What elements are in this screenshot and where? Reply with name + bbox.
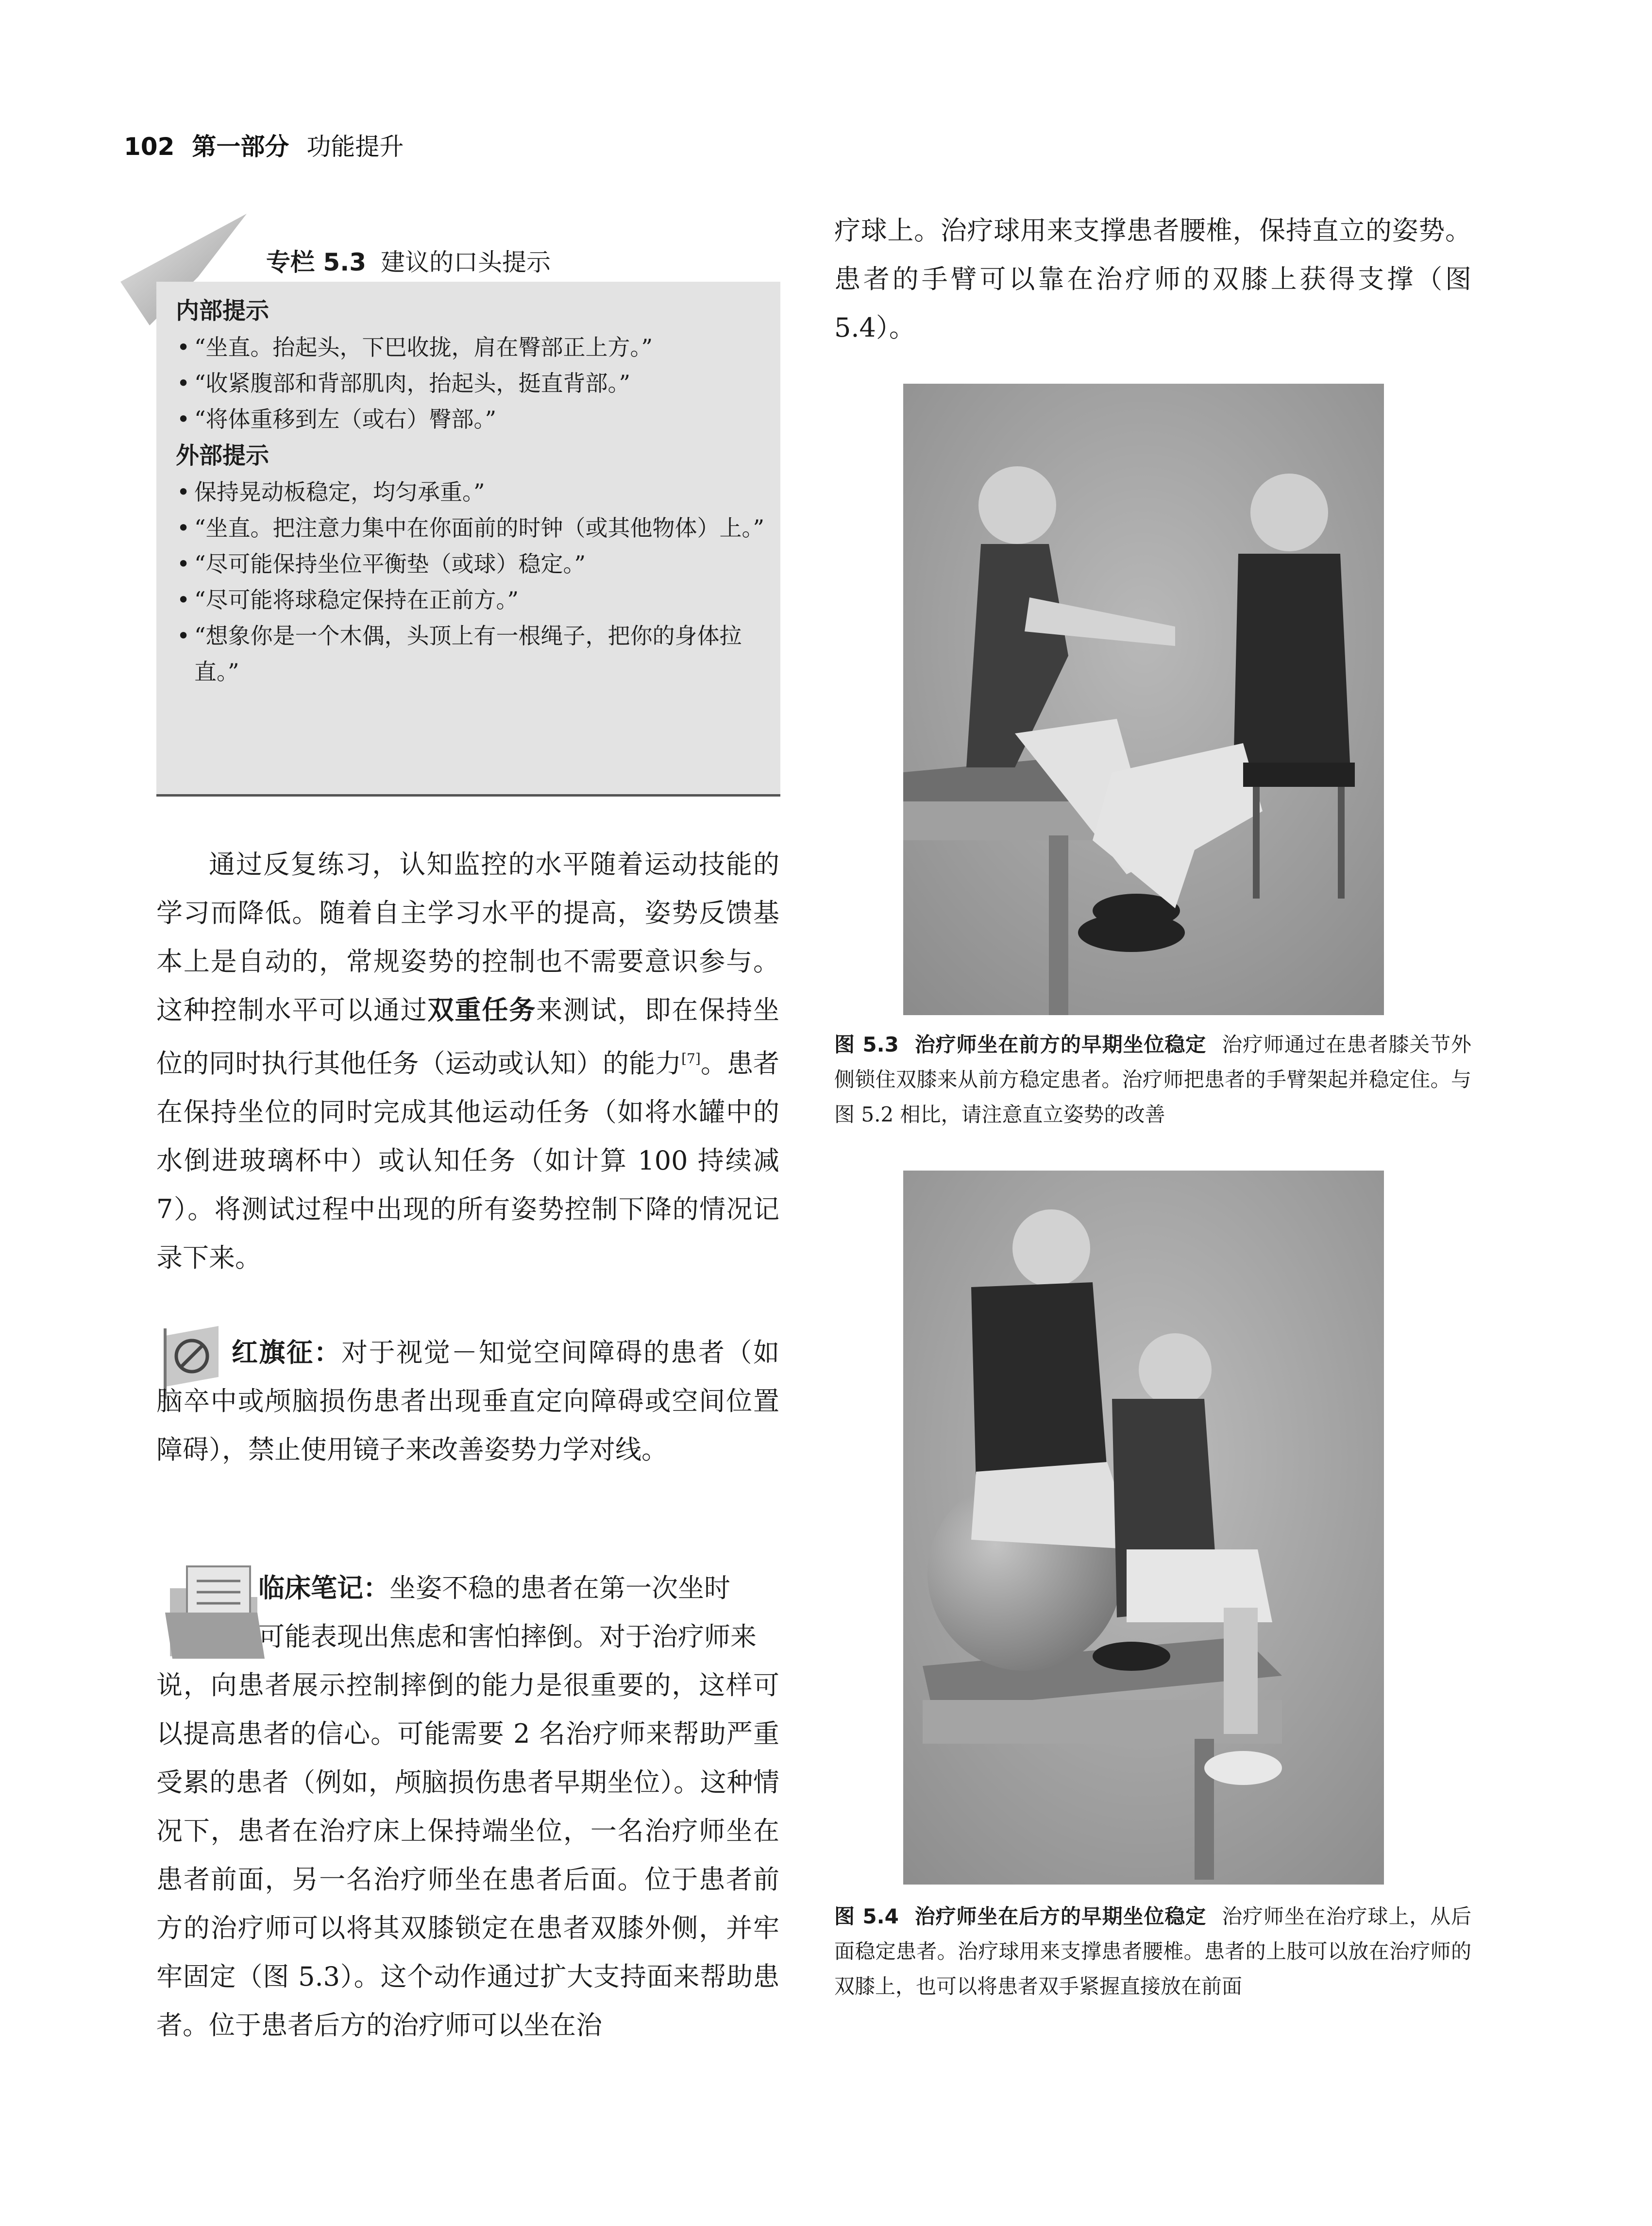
therapist-behind-photo-image (903, 1171, 1384, 1885)
red-flag-paragraph (156, 1328, 779, 1474)
list-item: • “坐直。抬起头，下巴收拢，肩在臀部正上方。” (176, 329, 766, 365)
list-item: • “坐直。把注意力集中在你面前的时钟（或其他物体）上。” (176, 510, 766, 546)
citation-ref: [7] (681, 1051, 701, 1067)
red-flag-text: 对于视觉－知觉空间障碍的患者（如脑卒中或颅脑损伤患者出现垂直定向障碍或空间位置障碍），禁止使用镜子来改善姿势力学对线。 (156, 1337, 780, 1465)
notes-line-1 (156, 1564, 779, 1613)
figure-title: 治疗师坐在后方的早期坐位稳定 (914, 1904, 1207, 1928)
paragraph-text: 。患者在保持坐位的同时完成其他运动任务（如将水罐中的水倒进玻璃杯中）或认知任务（如计算 100 持续减 7）。将测试过程中出现的所有姿势控制下降的情况记录下来。 (156, 1048, 780, 1273)
list-item: • “尽可能将球稳定保持在正前方。” (176, 582, 766, 618)
figure-title: 治疗师坐在前方的早期坐位稳定 (914, 1033, 1207, 1056)
figure-5-3-caption (834, 1027, 1471, 1132)
page-number: 102 (124, 133, 175, 161)
section-title: 功能提升 (306, 133, 404, 161)
figure-5-3-photo (903, 384, 1384, 1015)
paragraph-text: 坐姿不稳的患者在第一次坐时 (389, 1573, 730, 1603)
list-item: • “收紧腹部和背部肌肉，抬起头，挺直背部。” (176, 365, 766, 401)
bold-term: 双重任务 (427, 995, 537, 1025)
figure-caption-text: 治疗师通过在患者膝关节外侧锁住双膝来从前方稳定患者。治疗师把患者的手臂架起并稳定住。与图 5.2 相比，请注意直立姿势的改善 (834, 1033, 1471, 1126)
figure-label: 图 5.4 (834, 1904, 899, 1928)
internal-cues-heading: 内部提示 (176, 297, 270, 324)
clinical-notes-label: 临床笔记： (258, 1573, 389, 1603)
list-item: • “尽可能保持坐位平衡垫（或球）稳定。” (176, 546, 766, 582)
notes-text: 说，向患者展示控制摔倒的能力是很重要的，这样可以提高患者的信心。可能需要 2 名治疗师来帮助严重受累的患者（例如，颅脑损伤患者早期坐位）。这种情况下，患者在治疗床上保持端坐位，一名治疗师坐在患者前面，另一名治疗师坐在患者后面。位于患者前方的治疗师可以将其双膝锁定在患者双膝外侧，并牢牢固定（图 5.3）。这个动作通过扩大支持面来帮助患者。位于患者后方的治疗师可以坐在治 (156, 1670, 779, 2040)
therapist-front-photo-image (903, 384, 1384, 1015)
paragraph-text: 通过反复练习，认知监控的水平随着运动技能的学习而降低。随着自主学习水平的提高，姿势反馈基本上是自动的，常规姿势的控制也不需要意识参与。这种控制水平可以通过 (156, 849, 779, 1025)
figure-label: 图 5.3 (834, 1033, 899, 1056)
clinical-notes-paragraph (156, 1564, 779, 2050)
part-title: 第一部分 (192, 133, 289, 161)
list-item: • “想象你是一个木偶，头顶上有一根绳子，把你的身体拉直。” (176, 618, 766, 690)
figure-caption-text: 治疗师坐在治疗球上，从后面稳定患者。治疗球用来支撑患者腰椎。患者的上肢可以放在治疗师的双膝上，也可以将患者双手紧握直接放在前面 (834, 1904, 1471, 1998)
sidebar-title (266, 243, 551, 278)
red-flag-label: 红旗征： (232, 1337, 342, 1368)
running-header (124, 127, 404, 162)
notes-line-2: 可能表现出焦虑和害怕摔倒。对于治疗师来 (258, 1621, 757, 1652)
list-item: • 保持晃动板稳定，均匀承重。” (176, 474, 766, 510)
figure-5-4-photo (903, 1171, 1384, 1885)
body-paragraph-continued: 疗球上。治疗球用来支撑患者腰椎，保持直立的姿势。患者的手臂可以靠在治疗师的双膝上获得支撑（图 5.4）。 (834, 215, 1471, 343)
figure-5-4-caption (834, 1899, 1471, 2004)
external-cues-heading: 外部提示 (176, 442, 270, 469)
paragraph-text: 来测试，即在保持坐位的同时执行其他任务（运动或认知）的能力 (156, 995, 780, 1079)
sidebar-number: 专栏 5.3 (266, 248, 366, 276)
sidebar-heading: 建议的口头提示 (380, 248, 551, 276)
sidebar-box (156, 282, 780, 797)
body-paragraph (156, 840, 779, 1282)
list-item: • “将体重移到左（或右）臀部。” (176, 401, 766, 437)
